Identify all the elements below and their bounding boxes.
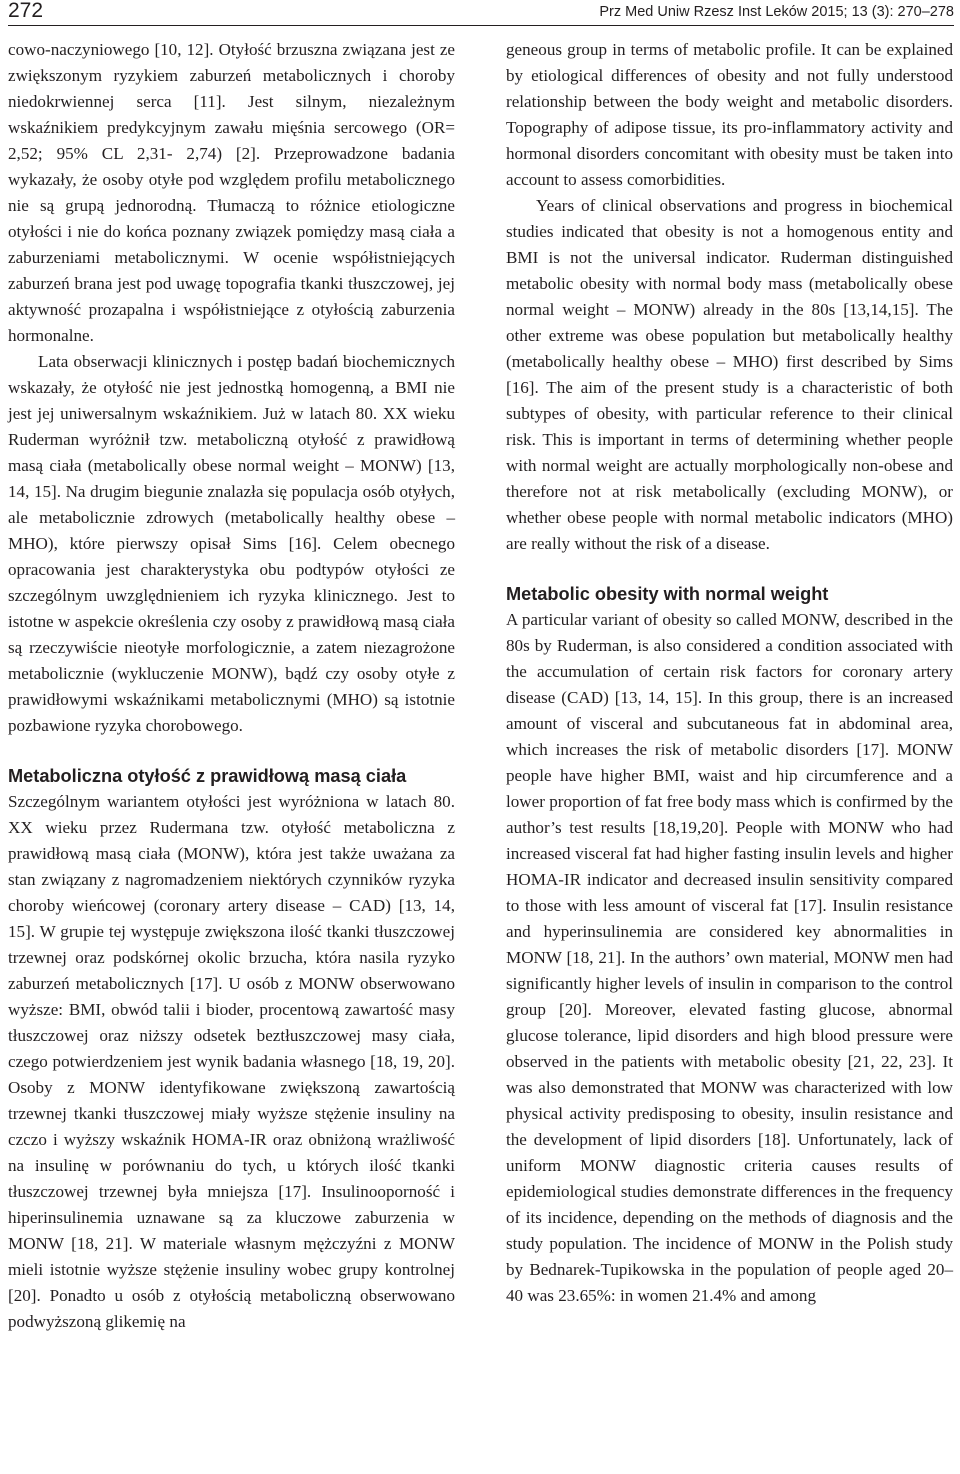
paragraph: Years of clinical observations and progress in biochemical studies indicated that obesity is not a homogenous entity and BMI is not the universal indicator. Ruderman distinguished metabolic obesity with normal body mass (metabolically obese normal weight – MONW) already in the 80s [13,14,15]. The other extreme was obese population but metabolically healthy (metabolically healthy obese – MHO) first described by Sims [16]. The aim of the present study is a characteristic of both subtypes of obesity, with particular reference to their clinical risk. This is important in terms of determining whether people with normal weight are actually morphologically non-obese and therefore not at risk metabolically (excluding MONW), or whether obese people with normal metabolic indicators (MHO) are really without the risk of a disease. [506, 196, 953, 553]
page-header [8, 0, 954, 26]
paragraph: Szczególnym wariantem otyłości jest wyróżniona w latach 80. XX wieku przez Rudermana tzw. otyłość metaboliczna z prawidłową masą ciała (MONW), która jest także uważana za stan związany z nagromadzeniem niektórych czynników ryzyka choroby wieńcowej (coronary artery disease – CAD) [13, 14, 15]. W grupie tej występuje zwiększona ilość tkanki tłuszczowej trzewnej oraz podskórnej okolic brzucha, która nasila ryzyko zaburzeń metabolicznych [17]. U osób z MONW obserwowano wyższe: BMI, obwód talii i bioder, procentową zawartość masy tłuszczowej oraz niższy odsetek beztłuszczowej masy ciała, czego potwierdzeniem jest wynik badania własnego [18, 19, 20]. Osoby z MONW identyfikowane zwiększoną zawartością trzewnej tkanki tłuszczowej miały wyższe stężenie insuliny na czczo i wyższy wskaźnik HOMA-IR oraz obniżoną wrażliwość na insulinę w porównaniu do tych, u których ilość tkanki tłuszczowej trzewnej była mniejsza [17]. Insulinooporność i hiperinsulinemia uznawane są za kluczowe zaburzenia w MONW [18, 21]. W materiale własnym mężczyźni z MONW mieli istotnie wyższe stężenie insuliny wobec grupy kontrolnej [20]. Ponadto u osób z otyłością metaboliczną obserwowano podwyższoną glikemię na [8, 792, 455, 1331]
paragraph: A particular variant of obesity so called MONW, described in the 80s by Ruderman, is also considered a condition associated with the accumulation of certain risk factors for coronary artery disease (CAD) [13, 14, 15]. In this group, there is an increased amount of visceral and subcutaneous fat in abdominal area, which increases the risk of metabolic disorders [17]. MONW people have higher BMI, waist and hip circumference and a lower proportion of fat free body mass which is confirmed by the author’s test results [18,19,20]. People with MONW who had increased visceral fat had higher fasting insulin levels and higher HOMA-IR indicator and decreased insulin sensitivity compared to those with less amount of visceral fat [17]. Insulin resistance and hyperinsulinemia are considered key abnormalities in MONW [18, 21]. In the authors’ own material, MONW men had significantly higher levels of insulin in comparison to the control group [20]. Moreover, elevated fasting glucose, abnormal glucose tolerance, lipid disorders and high blood pressure were observed in the patients with metabolic obesity [21, 22, 23]. It was also demonstrated that MONW was characterized with low physical activity predisposing to obesity, insulin resistance and the development of lipid disorders [18]. Unfortunately, lack of uniform MONW diagnostic criteria causes results of epidemiological studies demonstrate differences in the frequency of its incidence, depending on the methods of diagnosis and the study population. The incidence of MONW in the Polish study by Bednarek-Tupikowska in the population of people aged 20–40 was 23.65%: in women 21.4% and among [506, 610, 953, 1305]
left-column-polish [8, 37, 455, 1335]
paragraph: Lata obserwacji klinicznych i postęp badań biochemicznych wskazały, że otyłość nie jest jednostką homogenną, a BMI nie jest jej uniwersalnym wskaźnikiem. Już w latach 80. XX wieku Ruderman wyróżnił tzw. metaboliczną otyłość z prawidłową masą ciała (metabolically obese normal weight – MONW) [13, 14, 15]. Na drugim biegunie znalazła się populacja osób otyłych, ale metabolicznie zdrowych (metabolically healthy obese – MHO), które pierwszy opisał Sims [16]. Celem obecnego opracowania jest charakterystyka obu podtypów otyłości ze szczególnym uwzględnieniem ich ryzyka klinicznego. Jest to istotne w aspekcie określenia czy osoby z prawidłową masą ciała są rzeczywiście nieotyłe morfologicznie, a zatem niezagrożone metabolicznie (wykluczenie MONW), bądź czy osoby otyłe z prawidłowymi wskaźnikami metabolicznymi (MHO) są istotnie pozbawione ryzyka chorobowego. [8, 352, 455, 735]
paragraph: geneous group in terms of metabolic profile. It can be explained by etiological differences of obesity and not fully understood relationship between the body weight and metabolic disorders. Topography of adipose tissue, its pro-inflammatory activity and hormonal disorders concomitant with obesity must be taken into account to assess comorbidities. [506, 40, 953, 189]
right-column-english [506, 37, 953, 1309]
section-heading: Metaboliczna otyłość z prawidłową masą ciała [8, 766, 407, 786]
paragraph: cowo-naczyniowego [10, 12]. Otyłość brzuszna związana jest ze zwiększonym ryzykiem zaburzeń metabolicznych i choroby niedokrwiennej serca [11]. Jest silnym, niezależnym wskaźnikiem predykcyjnym zawału mięśnia sercowego (OR= 2,52; 95% CL 2,31- 2,74) [2]. Przeprowadzone badania wykazały, że osoby otyłe pod względem profilu metabolicznego nie są grupą jednorodną. Tłumaczą to różnice etiologiczne otyłości i nie do końca poznany związek pomiędzy masą ciała a zaburzeniami metabolicznymi. W ocenie współistniejących zaburzeń brana jest pod uwagę topografia tkanki tłuszczowej, jej aktywność prozapalna i współistniejące z otyłością zaburzenia hormonalne. [8, 40, 455, 345]
journal-citation: Prz Med Uniw Rzesz Inst Leków 2015; 13 (3): 270–278 [599, 4, 954, 20]
section-heading: Metabolic obesity with normal weight [506, 584, 829, 604]
page-number: 272 [8, 0, 44, 22]
